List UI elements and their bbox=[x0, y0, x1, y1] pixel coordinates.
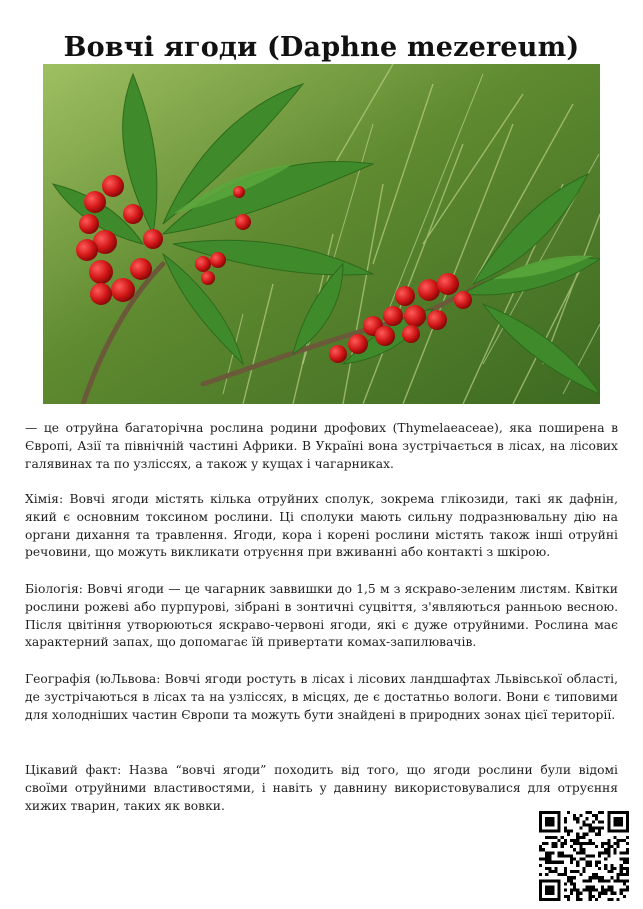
qr-code-icon[interactable] bbox=[539, 811, 629, 901]
fact-paragraph: Цікавий факт: Назва “вовчі ягоди” походить від того, що ягоди рослини були відомі своїми отруйними властивостями, і навіть у давнину використовувалися для отруєння хижих тварин, таких як вовки. bbox=[25, 763, 618, 813]
page-title: Вовчі ягоди (Daphne mezereum) bbox=[63, 32, 580, 64]
qr-code-graphic bbox=[539, 811, 629, 901]
biology-paragraph: Біологія: Вовчі ягоди — це чагарник заввишки до 1,5 м з яскраво-зеленим листям. Квітки рослини рожеві або пурпурові, зібрані в зонтичні суцвіття, з'являються ранньою весною. Після цвітіння утворюються яскраво-червоні ягоди, які є дуже отруйними. Рослина має характерний запах, що допомагає їй привертати комах-запилювачів. bbox=[25, 582, 618, 650]
geography-paragraph: Географія (юЛьвова: Вовчі ягоди ростуть в лісах і лісових ландшафтах Львівської області, де зустрічаються в лісах та на узліссях, в місцях, де є достатньо вологи. Вони є типовими для холодніших частин Європи та можуть бути знайдені в природних зонах цієї території. bbox=[25, 672, 618, 722]
daphne-berries-image bbox=[43, 64, 600, 404]
intro-paragraph: — це отруйна багаторічна рослина родини дрофових (Thymelaeaceae), яка поширена в Європі, Азії та північній частині Африки. В Україні вона зустрічається в лісах, на лісових галявинах та по узліссях, а також у кущах і чагарниках. bbox=[25, 421, 618, 471]
chemistry-paragraph: Хімія: Вовчі ягоди містять кілька отруйних сполук, зокрема глікозиди, такі як дафнін, який є основним токсином рослини. Ці сполуки мають сильну подразнювальну дію на органи дихання та травлення. Ягоди, кора і корені рослини містять також інші отруйні речовини, що можуть викликати отруєння при вживанні або контакті з шкірою. bbox=[25, 492, 618, 560]
daphne-photo bbox=[43, 64, 600, 404]
